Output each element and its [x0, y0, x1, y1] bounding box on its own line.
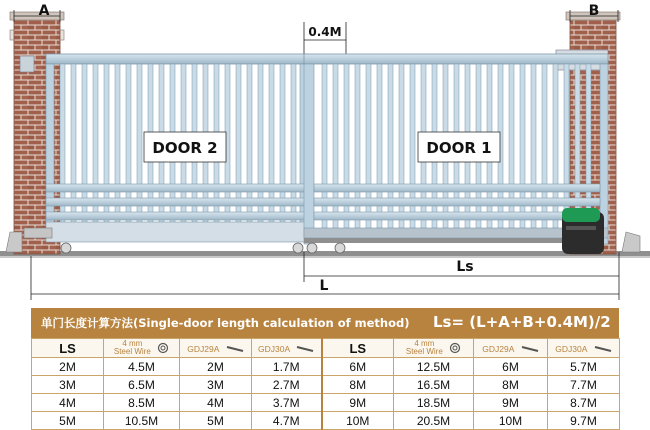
- left-end-stop: [6, 232, 22, 252]
- table-cell: 8.7M: [548, 394, 620, 412]
- table-cell: 3M: [180, 376, 252, 394]
- header-gdj30a-label: GDJ30A: [258, 343, 291, 354]
- header-steel-wire-size: 4 mm: [122, 339, 143, 348]
- table-row: [32, 412, 620, 430]
- table-cell: 4.7M: [252, 412, 322, 430]
- header-gdj29a-2: [474, 339, 548, 358]
- wire-coil-icon: [449, 342, 461, 354]
- table-cell: 5.7M: [548, 358, 620, 376]
- header-steel-wire-2: [394, 339, 474, 358]
- table-cell: 2.7M: [252, 376, 322, 394]
- table-cell: 5M: [180, 412, 252, 430]
- table-cell: 9.7M: [548, 412, 620, 430]
- table-cell: 4M: [32, 394, 104, 412]
- table-cell: 2M: [180, 358, 252, 376]
- label-ls: Ls: [456, 259, 474, 275]
- left-wall-box: [20, 56, 34, 72]
- calc-grid: [31, 338, 620, 430]
- table-title: 单门长度计算方法(Single-door length calculation of method): [41, 316, 410, 330]
- table-cell: 8.5M: [104, 394, 180, 412]
- table-cell: 3.7M: [252, 394, 322, 412]
- gate-motor: [562, 208, 604, 254]
- header-ls: LS: [32, 339, 104, 358]
- header-gdj29a: [180, 339, 252, 358]
- table-cell: 16.5M: [394, 376, 474, 394]
- label-door-1: DOOR 1: [426, 139, 492, 157]
- table-header-row: [32, 339, 620, 358]
- rack-bar-icon: [296, 345, 314, 353]
- table-cell: 18.5M: [394, 394, 474, 412]
- table-cell: 2M: [32, 358, 104, 376]
- door-2-panel: [46, 54, 308, 242]
- label-a: A: [38, 3, 50, 19]
- header-gdj30a: [252, 339, 322, 358]
- table-cell: 1.7M: [252, 358, 322, 376]
- table-cell: 3M: [32, 376, 104, 394]
- header-steel-wire-label: Steel Wire: [113, 347, 151, 356]
- table-cell: 12.5M: [394, 358, 474, 376]
- label-door-2: DOOR 2: [152, 139, 218, 157]
- table-cell: 6.5M: [104, 376, 180, 394]
- table-cell: 10M: [474, 412, 548, 430]
- header-gdj29a-label-2: GDJ29A: [482, 343, 515, 354]
- table-cell: 8M: [474, 376, 548, 394]
- table-cell: 6M: [322, 358, 394, 376]
- table-cell: 4.5M: [104, 358, 180, 376]
- table-cell: 7.7M: [548, 376, 620, 394]
- rack-bar-icon: [226, 345, 244, 353]
- wire-coil-icon: [157, 342, 169, 354]
- rack-bar-icon: [521, 345, 539, 353]
- table-cell: 5M: [32, 412, 104, 430]
- table-cell: 9M: [474, 394, 548, 412]
- header-steel-wire: [104, 339, 180, 358]
- table-cell: 10.5M: [104, 412, 180, 430]
- table-formula: Ls= (L+A+B+0.4M)/2: [433, 313, 611, 331]
- table-cell: 20.5M: [394, 412, 474, 430]
- table-cell: 9M: [322, 394, 394, 412]
- table-cell: 8M: [322, 376, 394, 394]
- header-gdj30a-label-2: GDJ30A: [555, 343, 588, 354]
- label-overlap: 0.4M: [308, 25, 342, 39]
- header-gdj29a-label: GDJ29A: [187, 343, 220, 354]
- rack-bar-icon: [594, 345, 612, 353]
- label-b: B: [588, 3, 600, 19]
- table-cell: 10M: [322, 412, 394, 430]
- right-end-stop: [622, 232, 640, 252]
- ground-line: [0, 251, 650, 256]
- table-row: [32, 394, 620, 412]
- table-title-bar: [31, 308, 619, 338]
- left-latch: [24, 228, 52, 238]
- table-cell: 4M: [180, 394, 252, 412]
- header-ls-2: LS: [322, 339, 394, 358]
- header-gdj30a-2: [548, 339, 620, 358]
- table-row: [32, 358, 620, 376]
- header-steel-wire-size-2: 4 mm: [414, 339, 435, 348]
- table-row: [32, 376, 620, 394]
- table-cell: 6M: [474, 358, 548, 376]
- dimension-l: [31, 256, 619, 300]
- label-l: L: [319, 278, 329, 294]
- header-steel-wire-label-2: Steel Wire: [405, 347, 443, 356]
- calculation-table: [31, 308, 619, 426]
